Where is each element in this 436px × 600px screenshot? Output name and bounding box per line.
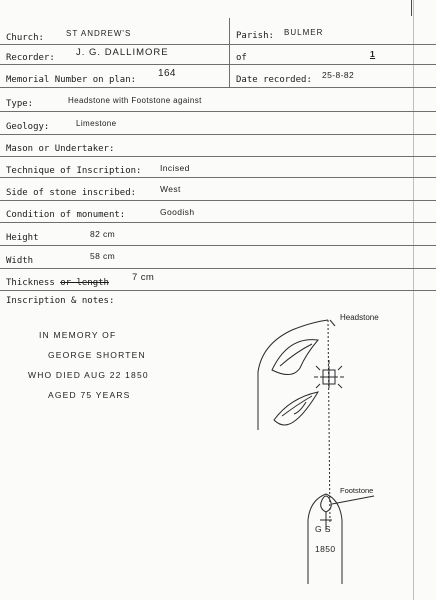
thickness-value: 7 cm <box>132 272 155 283</box>
geology-value: Limestone <box>76 119 117 128</box>
parish-value: BULMER <box>284 28 324 37</box>
church-label: Church: <box>6 33 44 43</box>
geology-label: Geology: <box>6 122 50 132</box>
technique-value: Incised <box>160 163 190 173</box>
width-value: 58 cm <box>90 251 116 261</box>
mason-label: Mason or Undertaker: <box>6 144 115 154</box>
date-recorded-label: Date recorded: <box>236 75 312 85</box>
side-value: West <box>160 184 181 194</box>
type-label: Type: <box>6 99 34 109</box>
memorial-number-value: 164 <box>158 68 176 79</box>
thickness-label: Thickness or length <box>6 278 109 288</box>
struck-length-text: or length <box>60 278 109 288</box>
footstone-initials: G S <box>315 524 331 534</box>
recorder-label: Recorder: <box>6 53 55 63</box>
parish-label: Parish: <box>236 31 274 41</box>
date-recorded-value: 25-8-82 <box>322 70 355 80</box>
carved-leaf <box>274 392 318 425</box>
inscription-line-2: GEORGE SHORTEN <box>48 350 146 360</box>
footstone-year: 1850 <box>315 544 336 554</box>
inscription-line-1: IN MEMORY OF <box>39 330 117 340</box>
inscription-notes-label: Inscription & notes: <box>6 296 115 306</box>
memorial-number-label: Memorial Number on plan: <box>6 75 137 85</box>
inscription-line-4: AGED 75 YEARS <box>48 390 131 400</box>
footstone-outline <box>308 494 342 584</box>
headstone-pointer <box>330 320 335 326</box>
headstone-dotted-edge <box>328 320 330 524</box>
cross-sunburst <box>314 360 344 388</box>
condition-label: Condition of monument: <box>6 210 126 220</box>
technique-label: Technique of Inscription: <box>6 166 142 176</box>
height-value: 82 cm <box>90 229 116 239</box>
inscription-line-3: WHO DIED AUG 22 1850 <box>28 370 149 380</box>
of-label: of <box>236 53 247 63</box>
side-label: Side of stone inscribed: <box>6 188 137 198</box>
type-value: Headstone with Footstone against <box>68 96 202 105</box>
condition-value: Goodish <box>160 207 195 217</box>
height-label: Height <box>6 233 39 243</box>
of-value: 1 <box>370 49 376 59</box>
headstone-outline <box>258 320 328 430</box>
width-label: Width <box>6 256 34 266</box>
footstone-caption: Footstone <box>340 486 374 495</box>
church-value: ST ANDREW'S <box>66 29 132 38</box>
headstone-caption: Headstone <box>340 313 379 322</box>
recorder-value: J. G. DALLIMORE <box>76 47 169 58</box>
